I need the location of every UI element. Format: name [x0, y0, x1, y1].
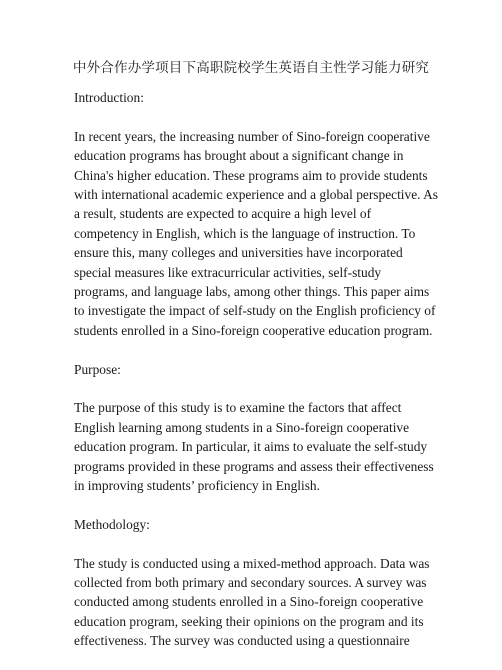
purpose-paragraph: The purpose of this study is to examine the factors that affect English learning among students in a Sino-foreign cooperative education program. In particular, it aims to evaluate the self-study programs provided in these programs and assess their effectiveness in improving students’ proficiency in English.: [74, 400, 434, 494]
methodology-paragraph: The study is conducted using a mixed-method approach. Data was collected from both primary and secondary sources. A survey was conducted among students enrolled in a Sino-foreign cooperative education program, seeking their opinions on the program and its effectiveness. The survey was conducted using a questionnaire: [74, 555, 430, 649]
document-title: 中外合作办学项目下高职院校学生英语自主性学习能力研究: [72, 60, 430, 76]
introduction-paragraph: In recent years, the increasing number of Sino-foreign cooperative education programs has brought about a significant change in China's higher education. These programs aim to provide students with international academic experience and a global perspective. As a result, students are expected to acquire a high level of competency in English, which is the language of instruction. To ensure this, many colleges and universities have incorporated special measures like extracurricular activities, self-study programs, and language labs, among other things. This paper aims to investigate the impact of self-study on the English proficiency of students enrolled in a Sino-foreign cooperative education program.: [74, 128, 438, 338]
purpose-heading: Purpose:: [74, 361, 121, 377]
methodology-heading: Methodology:: [74, 516, 150, 532]
introduction-heading: Introduction:: [74, 90, 144, 105]
document-body: [74, 88, 438, 670]
